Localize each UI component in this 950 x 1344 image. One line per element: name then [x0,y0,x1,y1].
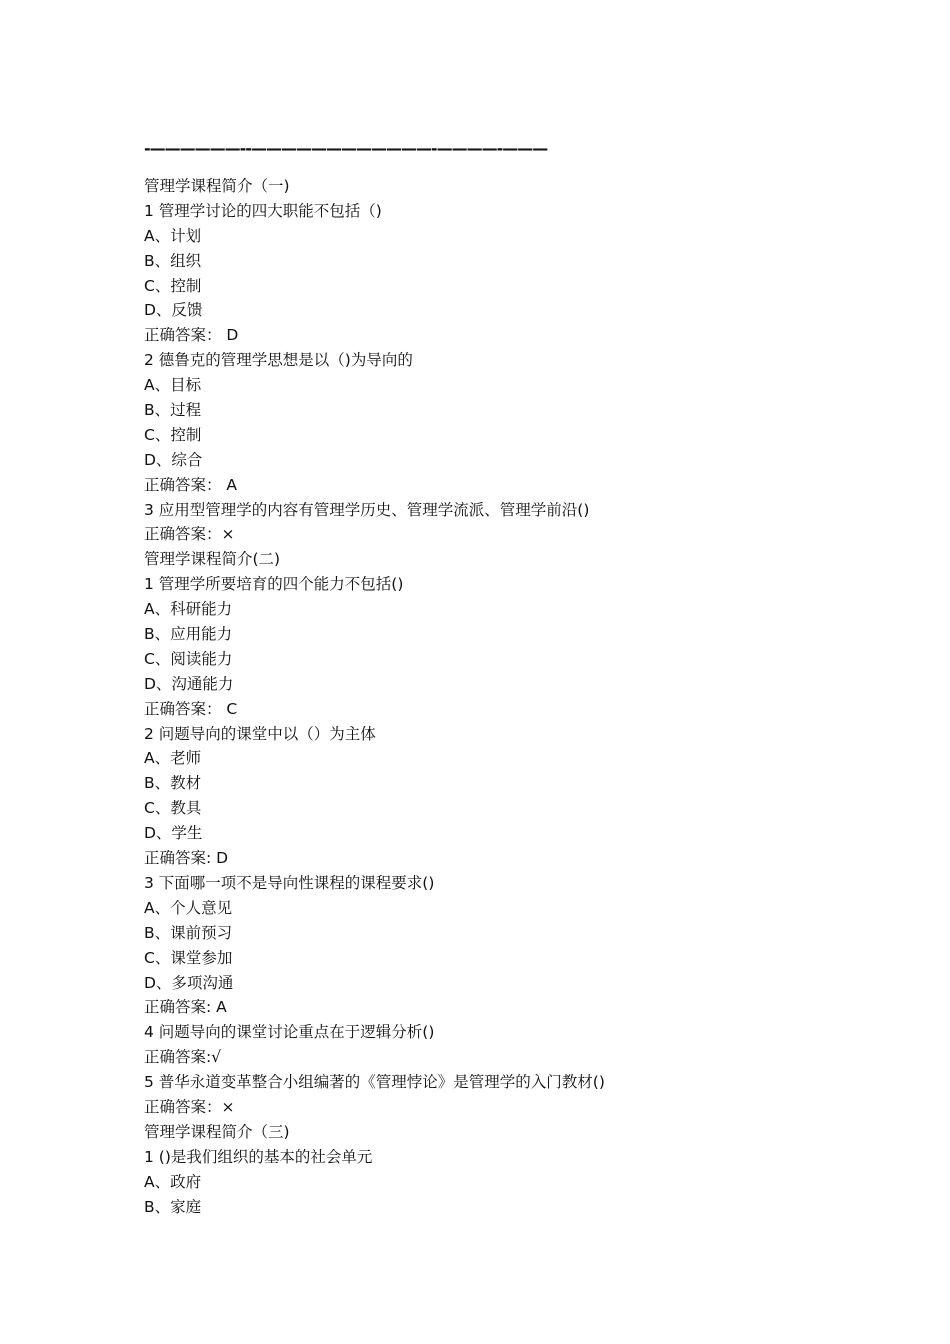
option-line: B、过程 [144,401,202,420]
option-line: B、组织 [144,251,202,270]
question-line: 2 德鲁克的管理学思想是以（)为导向的 [144,351,413,370]
section-title-line: 管理学课程简介（一) [144,177,290,195]
section-title-line: 管理学课程简介（三) [144,1122,290,1141]
option-line: D、沟通能力 [144,674,234,693]
option-line: D、综合 [144,450,203,469]
option-line: D、反馈 [144,301,203,320]
answer-line: 正确答案： D [144,326,239,345]
quiz-content [144,174,864,1219]
option-line: C、阅读能力 [144,649,233,668]
question-line: 3 下面哪一项不是导向性课程的课程要求() [144,873,435,892]
answer-line: 正确答案: A [144,998,227,1017]
option-line: C、教具 [144,799,202,818]
answer-line: 正确答案:√ [144,1048,222,1067]
option-line: C、控制 [144,425,202,444]
question-line: 5 普华永道变革整合小组编著的《管理悖论》是管理学的入门教材() [144,1073,605,1092]
option-line: A、科研能力 [144,600,233,619]
option-line: D、学生 [144,824,203,843]
option-line: A、老师 [144,749,202,768]
answer-line: 正确答案：× [144,1097,235,1116]
option-line: A、个人意见 [144,898,233,917]
option-line: A、计划 [144,226,202,245]
answer-line: 正确答案： C [144,699,238,718]
option-line: B、课前预习 [144,923,233,942]
option-line: D、多项沟通 [144,973,234,992]
header-divider-rule: -——————--————————————-————-——— [144,139,548,158]
answer-line: 正确答案： A [144,475,238,494]
question-line: 4 问题导向的课堂讨论重点在于逻辑分析() [144,1023,435,1042]
question-line: 3 应用型管理学的内容有管理学历史、管理学流派、管理学前沿() [144,500,590,519]
question-line: 1 ()是我们组织的基本的社会单元 [144,1147,373,1166]
answer-line: 正确答案: D [144,849,229,868]
option-line: C、课堂参加 [144,948,233,967]
question-line: 1 管理学所要培育的四个能力不包括() [144,575,404,594]
answer-line: 正确答案：× [144,525,235,544]
option-line: B、家庭 [144,1197,202,1216]
option-line: A、政府 [144,1172,202,1191]
option-line: A、目标 [144,376,202,395]
option-line: C、控制 [144,276,202,295]
question-line: 2 问题导向的课堂中以（）为主体 [144,724,376,743]
section-title-line: 管理学课程简介(二) [144,550,281,569]
question-line: 1 管理学讨论的四大职能不包括（) [144,201,382,220]
option-line: B、应用能力 [144,625,233,644]
option-line: B、教材 [144,774,202,793]
